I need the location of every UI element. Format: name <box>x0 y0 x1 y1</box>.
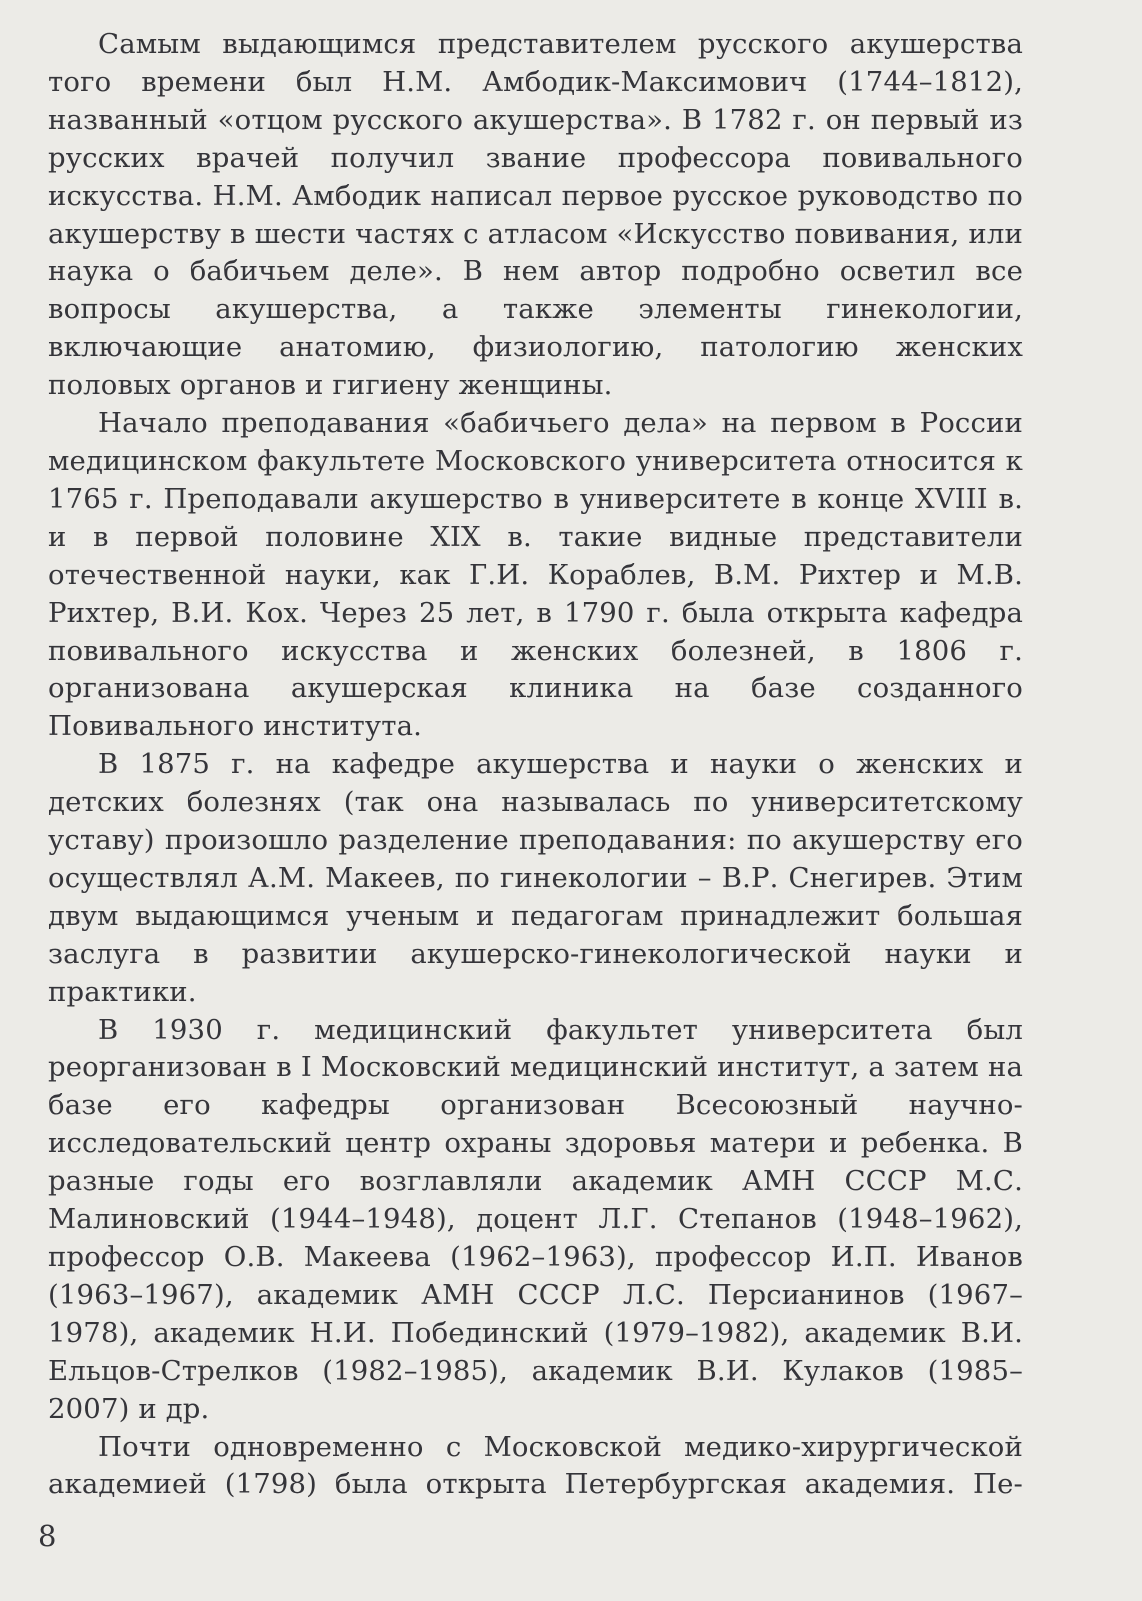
paragraph-1930-institute: В 1930 г. медицинский факультет университета был реорганизован в I Московский медицинский институт, а затем на базе его кафедры организован Всесоюзный научно-исследовательский центр охраны здоровья матери и ребенка. В разные годы его возглавляли академик АМН СССР М.С. Малиновский (1944–1948), доцент Л.Г. Степанов (1948–1962), профессор О.В. Макеева (1962–1963), профессор И.П. Иванов (1963–1967), академик АМН СССР Л.С. Персианинов (1967–1978), академик Н.И. Побединский (1979–1982), академик В.И. Ельцов-Стрелков (1982–1985), академик В.И. Кулаков (1985–2007) и др. <box>48 1013 1023 1425</box>
paragraph-moscow-university: Начало преподавания «бабичьего дела» на первом в России медицинском факультете Московского университета относится к 1765 г. Преподавали акушерство в университете в конце XVIII в. и в первой половине XIX в. такие видные представители отечественной науки, как Г.И. Кораблев, В.М. Рихтер и М.В. Рихтер, В.И. Кох. Через 25 лет, в 1790 г. была открыта кафедра повивального искусства и женских болезней, в 1806 г. организована акушерская клиника на базе созданного Повивального института. <box>48 407 1023 743</box>
paragraph-ambodik: Самым выдающимся представителем русского акушерства того времени был Н.М. Амбодик-Максимович (1744–1812), названный «отцом русского акушерства». В 1782 г. он первый из русских врачей получил звание профессора повивального искусства. Н.М. Амбодик написал первое русское руководство по акушерству в шести частях с атласом «Искусство повивания, или наука о бабичьем деле». В нем автор подробно осветил все вопросы акушерства, а также элементы гинекологии, включающие анатомию, физиологию, патологию женских половых органов и гигиену женщины. <box>48 28 1023 402</box>
paragraph-1875-department: В 1875 г. на кафедре акушерства и науки о женских и детских болезнях (так она называлась по университетскому уставу) произошло разделение преподавания: по акушерству его осуществлял А.М. Макеев, по гинекологии – В.Р. Снегирев. Этим двум выдающимся ученым и педагогам принадлежит большая заслуга в развитии акушерско-гинекологической науки и практики. <box>48 748 1023 1008</box>
page-number: 8 <box>38 1519 57 1553</box>
paragraph-petersburg-academy: Почти одновременно с Московской медико-хирургической академией (1798) была открыта Петербургская академия. Пе- <box>48 1430 1023 1501</box>
body-text <box>48 26 1023 1504</box>
